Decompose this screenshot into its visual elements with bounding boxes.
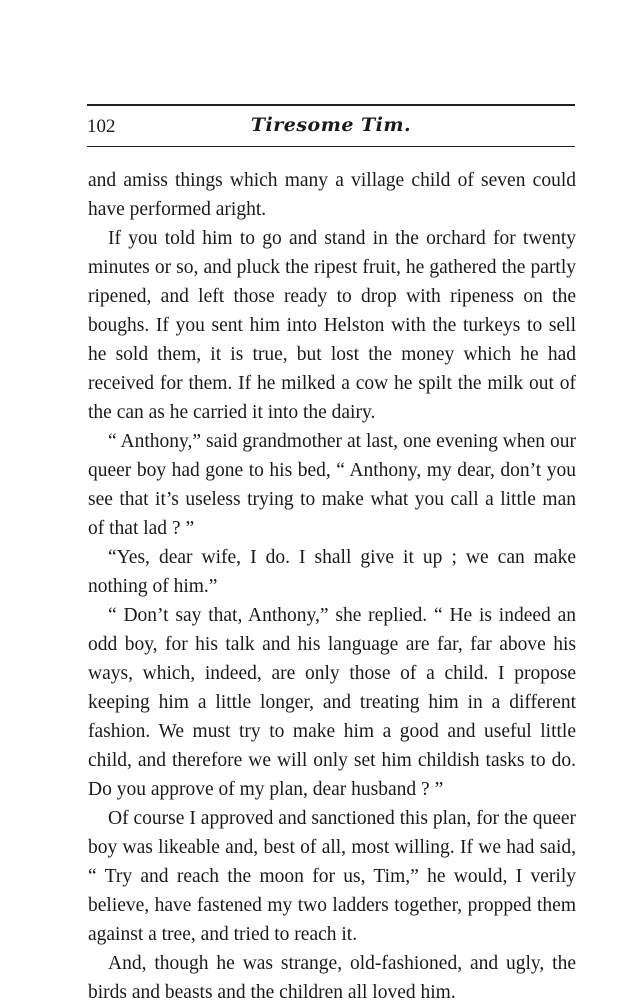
paragraph: If you told him to go and stand in the orchard for twenty minutes or so, and pluck the ripest fruit, he gathered the partly ripened, and left those ready to drop with ripeness on the boughs. If you sent him into Helston with the turkeys to sell he sold them, it is true, but lost the money which he had received for them. If he milked a cow he spilt the milk out of the can as he carried it into the dairy.	[88, 228, 576, 423]
paragraph: “ Don’t say that, Anthony,” she replied. “ He is indeed an odd boy, for his talk and his language are far, far above his ways, which, indeed, are only those of a child. I propose keeping him a little longer, and treating him in a different fashion. We must try to make him a good and useful little child, and therefore we will only set him childish tasks to do. Do you approve of my plan, dear husband ? ”	[88, 605, 576, 800]
paragraph: “Yes, dear wife, I do. I shall give it up ; we can make nothing of him.”	[88, 547, 576, 597]
page-body	[88, 166, 576, 1007]
paragraph: and amiss things which many a village child of seven could have performed aright.	[88, 170, 576, 220]
paragraph: And, though he was strange, old-fashioned, and ugly, the birds and beasts and the children all loved him.	[88, 953, 576, 1003]
page-header	[87, 114, 575, 142]
running-title: Tiresome Tim.	[250, 114, 412, 136]
header-top-rule	[87, 104, 575, 106]
page-number: 102	[87, 116, 116, 137]
paragraph: “ Anthony,” said grandmother at last, one evening when our queer boy had gone to his bed, “ Anthony, my dear, don’t you see that it’s useless trying to make what you call a little man of that lad ? ”	[88, 431, 576, 539]
paragraph: Of course I approved and sanctioned this plan, for the queer boy was likeable and, best of all, most willing. If we had said, “ Try and reach the moon for us, Tim,” he would, I verily believe, have fastened my two ladders together, propped them against a tree, and tried to reach it.	[88, 808, 576, 945]
header-bottom-rule	[87, 146, 575, 147]
